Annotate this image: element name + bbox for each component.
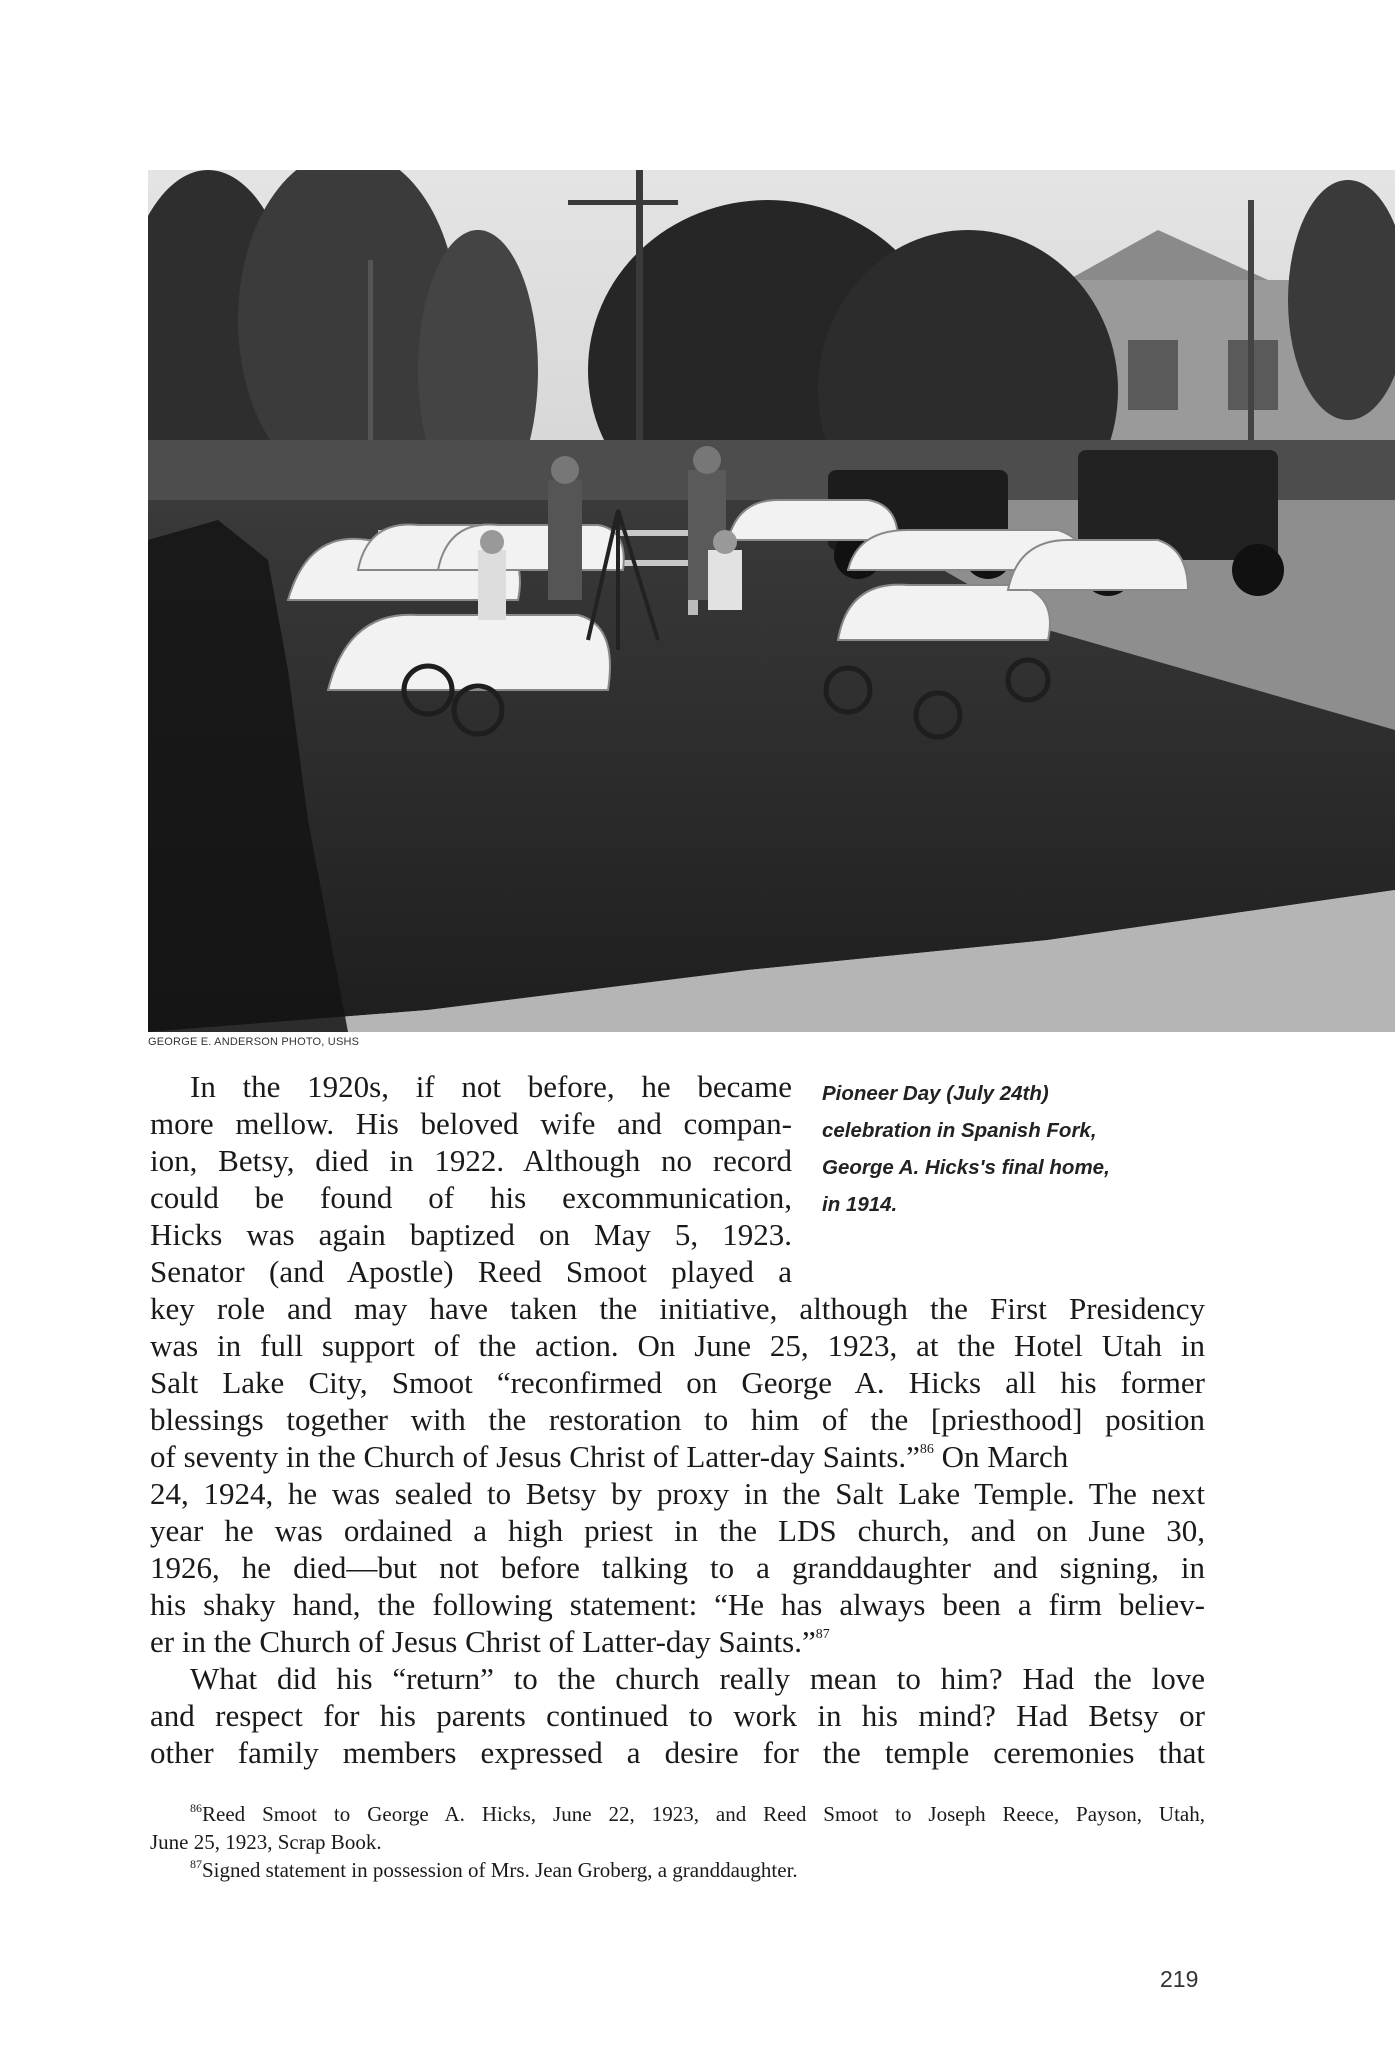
footnotes — [150, 1800, 1205, 1884]
body-line — [150, 1623, 1205, 1660]
caption-line: in 1914. — [822, 1193, 898, 1216]
body-line: year he was ordained a high priest in the LDS church, and on June 30, — [150, 1513, 1205, 1548]
footnote-number: 86 — [190, 1801, 202, 1815]
photo-credit: GEORGE E. ANDERSON PHOTO, USHS — [148, 1036, 360, 1048]
photograph-icon — [148, 170, 1395, 1032]
body-line: In the 1920s, if not before, he became — [190, 1069, 792, 1104]
body-line: ion, Betsy, died in 1922. Although no record — [150, 1143, 792, 1178]
page-number: 219 — [1160, 1966, 1199, 1992]
body-line: his shaky hand, the following statement: “He has always been a firm believ- — [150, 1587, 1205, 1622]
footnote-ref[interactable]: 87 — [815, 1627, 830, 1642]
body-line: was in full support of the action. On June 25, 1923, at the Hotel Utah in — [150, 1328, 1205, 1363]
body-line: 24, 1924, he was sealed to Betsy by proxy in the Salt Lake Temple. The next — [150, 1476, 1205, 1511]
body-line-text: On March — [941, 1439, 1069, 1474]
body-line: Hicks was again baptized on May 5, 1923. — [150, 1217, 792, 1252]
footnote-text: Reed Smoot to George A. Hicks, June 22, 1923, and Reed Smoot to Joseph Reece, Payson, Utah, — [202, 1802, 1205, 1826]
body-line: and respect for his parents continued to work in his mind? Had Betsy or — [150, 1698, 1205, 1733]
footnote-number: 87 — [190, 1857, 202, 1871]
body-line: blessings together with the restoration to him of the [priesthood] position — [150, 1402, 1205, 1437]
body-line-text: of seventy in the Church of Jesus Christ of Latter-day Saints.” — [150, 1439, 920, 1474]
body-line: 1926, he died—but not before talking to a granddaughter and signing, in — [150, 1550, 1205, 1585]
caption-line: Pioneer Day (July 24th) — [822, 1082, 1049, 1105]
footnote-text: Signed statement in possession of Mrs. Jean Groberg, a granddaughter. — [202, 1858, 798, 1882]
footnote-87 — [150, 1856, 1205, 1884]
caption-line: George A. Hicks's final home, — [822, 1156, 1110, 1179]
historical-photograph — [148, 170, 1395, 1032]
body-line: could be found of his excommunication, — [150, 1180, 792, 1215]
body-line-text: er in the Church of Jesus Christ of Latter-day Saints.” — [150, 1624, 816, 1659]
footnote-ref[interactable]: 86 — [919, 1442, 934, 1457]
body-line: key role and may have taken the initiative, although the First Presidency — [150, 1291, 1205, 1326]
body-text — [150, 1068, 1205, 1771]
body-line: Salt Lake City, Smoot “reconfirmed on George A. Hicks all his former — [150, 1365, 1205, 1400]
body-line: other family members expressed a desire for the temple ceremonies that — [150, 1735, 1205, 1770]
body-line: Senator (and Apostle) Reed Smoot played a — [150, 1254, 792, 1289]
caption-line: celebration in Spanish Fork, — [822, 1119, 1097, 1142]
body-line: What did his “return” to the church really mean to him? Had the love — [190, 1661, 1205, 1696]
body-line: more mellow. His beloved wife and compan- — [150, 1106, 792, 1141]
footnote-86 — [150, 1800, 1205, 1828]
body-line — [150, 1438, 1205, 1475]
footnote-86-continued: June 25, 1923, Scrap Book. — [150, 1830, 382, 1854]
